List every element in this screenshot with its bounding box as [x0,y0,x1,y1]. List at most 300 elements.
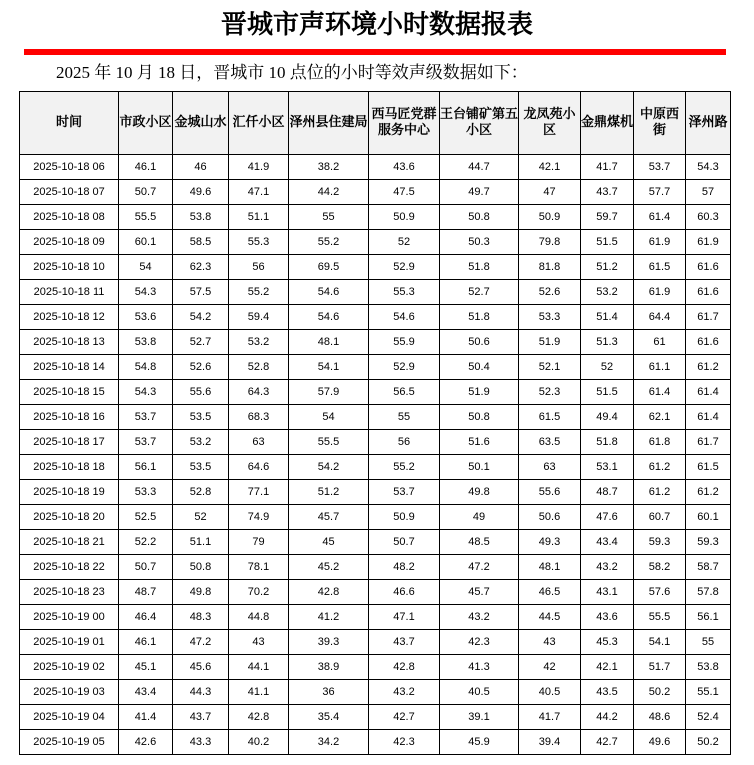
column-header-site: 汇仟小区 [229,92,289,155]
value-cell: 51.9 [440,380,519,405]
value-cell: 53.2 [229,330,289,355]
value-cell: 64.3 [229,380,289,405]
value-cell: 50.9 [369,505,440,530]
column-header-time: 时间 [20,92,119,155]
time-cell: 2025-10-19 00 [20,605,119,630]
table-row [20,655,731,680]
value-cell: 49.3 [519,530,581,555]
table-row [20,155,731,180]
column-header-site: 中原西街 [634,92,686,155]
value-cell: 55 [369,405,440,430]
table-row [20,680,731,705]
value-cell: 51.8 [581,430,634,455]
value-cell: 43.7 [581,180,634,205]
column-header-site: 金城山水 [173,92,229,155]
value-cell: 45.9 [440,730,519,755]
value-cell: 43.2 [369,680,440,705]
value-cell: 52.5 [119,505,173,530]
value-cell: 41.4 [119,705,173,730]
value-cell: 46.1 [119,155,173,180]
value-cell: 43.3 [173,730,229,755]
value-cell: 53.8 [686,655,731,680]
value-cell: 44.3 [173,680,229,705]
value-cell: 61 [634,330,686,355]
value-cell: 42.8 [289,580,369,605]
value-cell: 61.2 [686,480,731,505]
table-row [20,180,731,205]
value-cell: 42 [519,655,581,680]
value-cell: 48.6 [634,705,686,730]
value-cell: 55.9 [369,330,440,355]
value-cell: 48.1 [519,555,581,580]
value-cell: 61.1 [634,355,686,380]
time-cell: 2025-10-18 22 [20,555,119,580]
time-cell: 2025-10-18 09 [20,230,119,255]
table-row [20,630,731,655]
value-cell: 58.5 [173,230,229,255]
value-cell: 53.1 [581,455,634,480]
value-cell: 51.4 [581,305,634,330]
value-cell: 52.9 [369,355,440,380]
value-cell: 74.9 [229,505,289,530]
value-cell: 57.7 [634,180,686,205]
value-cell: 59.4 [229,305,289,330]
value-cell: 54.1 [289,355,369,380]
value-cell: 54.6 [289,305,369,330]
value-cell: 47.1 [369,605,440,630]
value-cell: 52.8 [229,355,289,380]
table-row [20,255,731,280]
value-cell: 61.6 [686,255,731,280]
value-cell: 52.7 [440,280,519,305]
value-cell: 61.7 [686,305,731,330]
value-cell: 53.7 [119,405,173,430]
value-cell: 56.5 [369,380,440,405]
value-cell: 39.1 [440,705,519,730]
value-cell: 54 [119,255,173,280]
value-cell: 47 [519,180,581,205]
value-cell: 48.1 [289,330,369,355]
value-cell: 51.2 [289,480,369,505]
value-cell: 61.2 [686,355,731,380]
table-row [20,205,731,230]
value-cell: 41.2 [289,605,369,630]
table-row [20,380,731,405]
value-cell: 52 [581,355,634,380]
value-cell: 40.2 [229,730,289,755]
value-cell: 50.3 [440,230,519,255]
time-cell: 2025-10-19 02 [20,655,119,680]
value-cell: 41.9 [229,155,289,180]
value-cell: 43 [229,630,289,655]
table-row [20,305,731,330]
value-cell: 61.5 [686,455,731,480]
time-cell: 2025-10-19 01 [20,630,119,655]
table-row [20,430,731,455]
value-cell: 45.7 [289,505,369,530]
table-row [20,455,731,480]
value-cell: 63 [229,430,289,455]
value-cell: 58.2 [634,555,686,580]
value-cell: 52.9 [369,255,440,280]
time-cell: 2025-10-18 06 [20,155,119,180]
value-cell: 50.8 [440,205,519,230]
value-cell: 53.8 [173,205,229,230]
time-cell: 2025-10-19 03 [20,680,119,705]
value-cell: 42.8 [229,705,289,730]
value-cell: 52.2 [119,530,173,555]
value-cell: 45.3 [581,630,634,655]
value-cell: 57.6 [634,580,686,605]
value-cell: 61.4 [634,380,686,405]
column-header-site: 市政小区 [119,92,173,155]
value-cell: 50.6 [519,505,581,530]
value-cell: 50.6 [440,330,519,355]
value-cell: 50.7 [119,555,173,580]
time-cell: 2025-10-18 21 [20,530,119,555]
value-cell: 43.2 [581,555,634,580]
time-cell: 2025-10-18 15 [20,380,119,405]
value-cell: 35.4 [289,705,369,730]
value-cell: 62.1 [634,405,686,430]
value-cell: 62.3 [173,255,229,280]
value-cell: 50.7 [369,530,440,555]
time-cell: 2025-10-18 23 [20,580,119,605]
value-cell: 69.5 [289,255,369,280]
value-cell: 59.3 [686,530,731,555]
table-row [20,605,731,630]
value-cell: 51.9 [519,330,581,355]
value-cell: 45 [289,530,369,555]
value-cell: 55.6 [173,380,229,405]
value-cell: 55.3 [229,230,289,255]
value-cell: 50.9 [369,205,440,230]
value-cell: 50.9 [519,205,581,230]
value-cell: 53.2 [581,280,634,305]
value-cell: 40.5 [519,680,581,705]
time-cell: 2025-10-18 10 [20,255,119,280]
time-cell: 2025-10-18 13 [20,330,119,355]
value-cell: 49.7 [440,180,519,205]
time-cell: 2025-10-18 11 [20,280,119,305]
value-cell: 57.5 [173,280,229,305]
value-cell: 47.2 [440,555,519,580]
value-cell: 53.7 [634,155,686,180]
value-cell: 54.3 [119,280,173,305]
value-cell: 78.1 [229,555,289,580]
value-cell: 51.5 [581,380,634,405]
value-cell: 43.6 [581,605,634,630]
value-cell: 46.6 [369,580,440,605]
time-cell: 2025-10-18 07 [20,180,119,205]
value-cell: 49.6 [634,730,686,755]
column-header-site: 王台铺矿第五小区 [440,92,519,155]
value-cell: 46.5 [519,580,581,605]
value-cell: 54.3 [686,155,731,180]
value-cell: 50.2 [634,680,686,705]
value-cell: 46.1 [119,630,173,655]
value-cell: 41.1 [229,680,289,705]
value-cell: 51.1 [173,530,229,555]
value-cell: 55.5 [119,205,173,230]
value-cell: 43.1 [581,580,634,605]
value-cell: 51.5 [581,230,634,255]
value-cell: 50.1 [440,455,519,480]
value-cell: 49.4 [581,405,634,430]
value-cell: 44.5 [519,605,581,630]
value-cell: 43.7 [369,630,440,655]
value-cell: 61.4 [686,380,731,405]
table-row [20,505,731,530]
value-cell: 49.6 [173,180,229,205]
value-cell: 55.1 [686,680,731,705]
time-cell: 2025-10-18 14 [20,355,119,380]
value-cell: 53.3 [519,305,581,330]
table-row [20,230,731,255]
value-cell: 50.8 [440,405,519,430]
value-cell: 43 [519,630,581,655]
value-cell: 44.2 [289,180,369,205]
value-cell: 61.2 [634,480,686,505]
red-divider [24,49,726,55]
header-row [20,92,731,155]
value-cell: 49.8 [440,480,519,505]
value-cell: 52.8 [173,480,229,505]
value-cell: 52.6 [519,280,581,305]
value-cell: 61.9 [634,230,686,255]
value-cell: 51.2 [581,255,634,280]
value-cell: 61.8 [634,430,686,455]
value-cell: 42.1 [581,655,634,680]
value-cell: 55.5 [634,605,686,630]
value-cell: 58.7 [686,555,731,580]
value-cell: 52.4 [686,705,731,730]
value-cell: 43.2 [440,605,519,630]
value-cell: 53.2 [173,430,229,455]
table-row [20,580,731,605]
value-cell: 61.5 [519,405,581,430]
value-cell: 55.6 [519,480,581,505]
value-cell: 41.7 [581,155,634,180]
value-cell: 51.3 [581,330,634,355]
intro-text: 2025 年 10 月 18 日，晋城市 10 点位的小时等效声级数据如下： [56,63,528,82]
value-cell: 44.7 [440,155,519,180]
value-cell: 54.1 [634,630,686,655]
value-cell: 64.4 [634,305,686,330]
value-cell: 60.7 [634,505,686,530]
value-cell: 52.3 [519,380,581,405]
value-cell: 46 [173,155,229,180]
value-cell: 49.8 [173,580,229,605]
value-cell: 50.4 [440,355,519,380]
value-cell: 61.6 [686,330,731,355]
value-cell: 55 [289,205,369,230]
time-cell: 2025-10-19 04 [20,705,119,730]
value-cell: 48.7 [119,580,173,605]
time-cell: 2025-10-18 18 [20,455,119,480]
value-cell: 43.4 [119,680,173,705]
value-cell: 70.2 [229,580,289,605]
value-cell: 48.7 [581,480,634,505]
value-cell: 68.3 [229,405,289,430]
value-cell: 45.1 [119,655,173,680]
value-cell: 38.9 [289,655,369,680]
value-cell: 55.2 [229,280,289,305]
value-cell: 42.8 [369,655,440,680]
value-cell: 45.7 [440,580,519,605]
value-cell: 59.7 [581,205,634,230]
value-cell: 59.3 [634,530,686,555]
value-cell: 39.3 [289,630,369,655]
table-body [20,155,731,755]
value-cell: 61.9 [686,230,731,255]
value-cell: 48.5 [440,530,519,555]
time-cell: 2025-10-18 19 [20,480,119,505]
value-cell: 53.8 [119,330,173,355]
value-cell: 60.3 [686,205,731,230]
value-cell: 56.1 [686,605,731,630]
value-cell: 55.2 [289,230,369,255]
value-cell: 42.3 [440,630,519,655]
value-cell: 57.9 [289,380,369,405]
value-cell: 61.6 [686,280,731,305]
value-cell: 56 [369,430,440,455]
value-cell: 53.7 [369,480,440,505]
value-cell: 51.7 [634,655,686,680]
value-cell: 63.5 [519,430,581,455]
value-cell: 42.6 [119,730,173,755]
table-row [20,280,731,305]
value-cell: 77.1 [229,480,289,505]
value-cell: 64.6 [229,455,289,480]
value-cell: 49 [440,505,519,530]
value-cell: 54.2 [289,455,369,480]
table-row [20,405,731,430]
value-cell: 43.4 [581,530,634,555]
value-cell: 51.6 [440,430,519,455]
table-row [20,555,731,580]
value-cell: 53.5 [173,405,229,430]
time-cell: 2025-10-18 16 [20,405,119,430]
column-header-site: 龙凤苑小区 [519,92,581,155]
value-cell: 46.4 [119,605,173,630]
column-header-site: 泽州路 [686,92,731,155]
time-cell: 2025-10-19 05 [20,730,119,755]
value-cell: 53.5 [173,455,229,480]
value-cell: 61.7 [686,430,731,455]
value-cell: 44.2 [581,705,634,730]
value-cell: 54.2 [173,305,229,330]
value-cell: 55 [686,630,731,655]
table-row [20,530,731,555]
value-cell: 48.2 [369,555,440,580]
value-cell: 45.2 [289,555,369,580]
value-cell: 79 [229,530,289,555]
value-cell: 38.2 [289,155,369,180]
value-cell: 44.1 [229,655,289,680]
value-cell: 41.3 [440,655,519,680]
value-cell: 34.2 [289,730,369,755]
value-cell: 50.2 [686,730,731,755]
value-cell: 47.5 [369,180,440,205]
value-cell: 51.1 [229,205,289,230]
value-cell: 36 [289,680,369,705]
table-row [20,705,731,730]
value-cell: 41.7 [519,705,581,730]
value-cell: 55.2 [369,455,440,480]
value-cell: 57 [686,180,731,205]
value-cell: 43.6 [369,155,440,180]
column-header-site: 西马匠党群服务中心 [369,92,440,155]
value-cell: 54.6 [289,280,369,305]
value-cell: 79.8 [519,230,581,255]
value-cell: 56 [229,255,289,280]
value-cell: 61.5 [634,255,686,280]
time-cell: 2025-10-18 17 [20,430,119,455]
value-cell: 51.8 [440,305,519,330]
value-cell: 52.6 [173,355,229,380]
value-cell: 53.6 [119,305,173,330]
value-cell: 47.2 [173,630,229,655]
value-cell: 43.7 [173,705,229,730]
value-cell: 52.7 [173,330,229,355]
value-cell: 40.5 [440,680,519,705]
value-cell: 81.8 [519,255,581,280]
value-cell: 53.7 [119,430,173,455]
column-header-site: 金鼎煤机 [581,92,634,155]
time-cell: 2025-10-18 20 [20,505,119,530]
report-title: 晋城市声环境小时数据报表 [220,10,533,40]
value-cell: 39.4 [519,730,581,755]
value-cell: 54.8 [119,355,173,380]
value-cell: 48.3 [173,605,229,630]
time-cell: 2025-10-18 12 [20,305,119,330]
value-cell: 52 [173,505,229,530]
value-cell: 55.3 [369,280,440,305]
value-cell: 44.8 [229,605,289,630]
time-cell: 2025-10-18 08 [20,205,119,230]
value-cell: 60.1 [119,230,173,255]
noise-data-table [19,91,731,755]
value-cell: 61.4 [634,205,686,230]
value-cell: 57.8 [686,580,731,605]
table-row [20,730,731,755]
value-cell: 47.1 [229,180,289,205]
value-cell: 60.1 [686,505,731,530]
value-cell: 45.6 [173,655,229,680]
value-cell: 42.7 [369,705,440,730]
value-cell: 50.7 [119,180,173,205]
value-cell: 51.8 [440,255,519,280]
value-cell: 42.1 [519,155,581,180]
value-cell: 52.1 [519,355,581,380]
value-cell: 42.3 [369,730,440,755]
value-cell: 63 [519,455,581,480]
value-cell: 47.6 [581,505,634,530]
value-cell: 56.1 [119,455,173,480]
value-cell: 52 [369,230,440,255]
value-cell: 43.5 [581,680,634,705]
table-row [20,480,731,505]
value-cell: 53.3 [119,480,173,505]
value-cell: 61.9 [634,280,686,305]
value-cell: 61.2 [634,455,686,480]
value-cell: 54.6 [369,305,440,330]
value-cell: 54.3 [119,380,173,405]
value-cell: 54 [289,405,369,430]
table-row [20,355,731,380]
column-header-site: 泽州县住建局 [289,92,369,155]
